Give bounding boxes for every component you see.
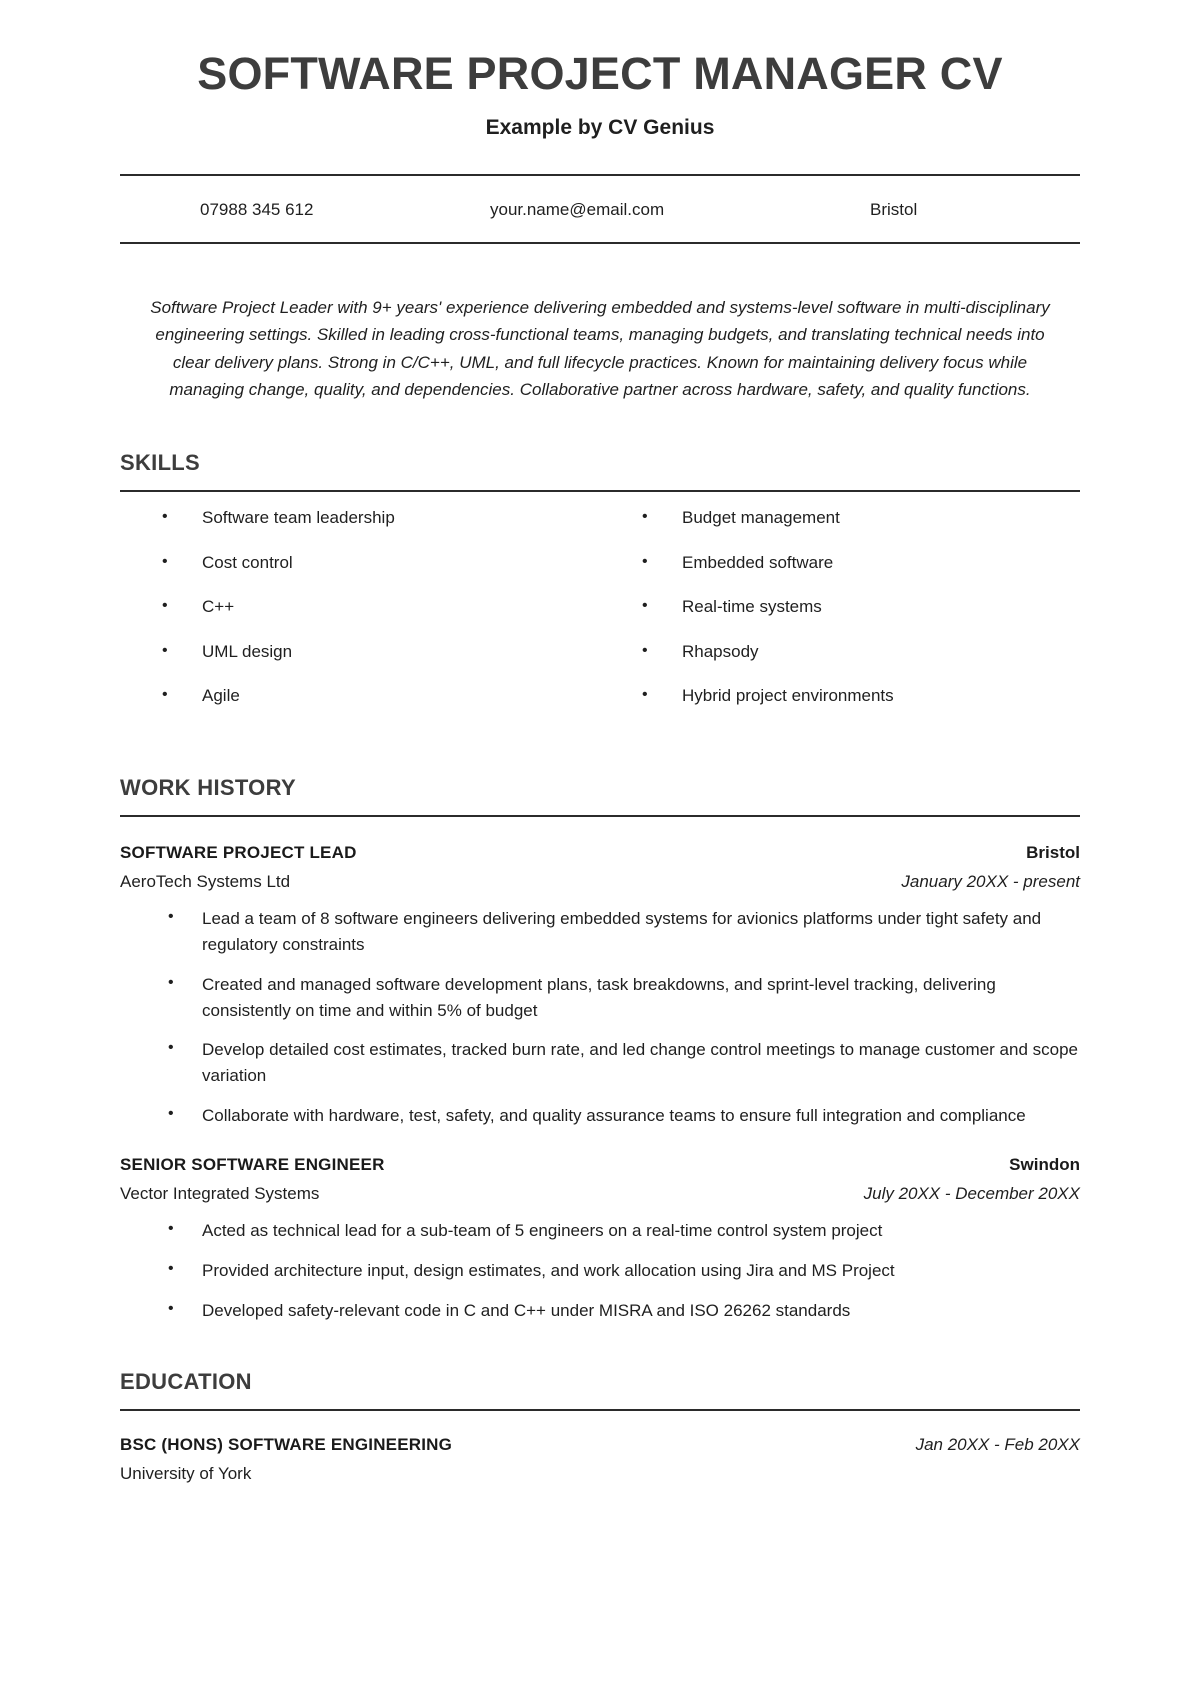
list-item: • C++ xyxy=(160,595,600,620)
job-header-row xyxy=(120,843,1080,863)
list-item: • Collaborate with hardware, test, safety, and quality assurance teams to ensure full integration and compliance xyxy=(168,1103,1080,1129)
job-dates: January 20XX - present xyxy=(901,872,1080,892)
cv-content xyxy=(120,0,1080,1484)
job-meta-row xyxy=(120,1184,1080,1204)
list-item: • Rhapsody xyxy=(640,640,1080,665)
skills-column-left xyxy=(120,506,600,729)
professional-summary: Software Project Leader with 9+ years' experience delivering embedded and systems-level software in multi-disciplinary engineering settings. Skilled in leading cross-functional teams, managing budgets, and translating technical needs into clear delivery plans. Strong in C/C++, UML, and full lifecycle practices. Known for maintaining delivery focus while managing change, quality, and dependencies. Collaborative partner across hardware, safety, and quality functions. xyxy=(150,297,1050,400)
header-divider-bottom xyxy=(120,242,1080,244)
list-item: • Acted as technical lead for a sub-team of 5 engineers on a real-time control system project xyxy=(168,1218,1080,1244)
list-item: • Developed safety-relevant code in C and C++ under MISRA and ISO 26262 standards xyxy=(168,1298,1080,1324)
list-item: • Cost control xyxy=(160,551,600,576)
job-bullet-list xyxy=(120,906,1080,1129)
list-item: • Created and managed software development plans, task breakdowns, and sprint-level tracking, delivering consistently on time and within 5% of budget xyxy=(168,972,1080,1024)
list-item: • Agile xyxy=(160,684,600,709)
list-item: • Embedded software xyxy=(640,551,1080,576)
education-header-row xyxy=(120,1435,1080,1455)
job-entry xyxy=(120,1155,1080,1323)
list-item: • Real-time systems xyxy=(640,595,1080,620)
education-divider xyxy=(120,1409,1080,1411)
skills-heading: SKILLS xyxy=(120,449,201,475)
work-history-section xyxy=(120,775,1080,1323)
skills-section xyxy=(120,450,1080,729)
skills-list-left xyxy=(160,506,600,709)
job-company: Vector Integrated Systems xyxy=(120,1183,320,1203)
job-location: Swindon xyxy=(1009,1154,1080,1174)
contact-row xyxy=(120,176,1080,242)
education-school: University of York xyxy=(120,1464,252,1484)
job-title: SENIOR SOFTWARE ENGINEER xyxy=(120,1154,385,1174)
education-heading: EDUCATION xyxy=(120,1369,252,1395)
page-title: SOFTWARE PROJECT MANAGER CV xyxy=(197,48,1003,99)
job-header-row xyxy=(120,1155,1080,1175)
contact-email: your.name@email.com xyxy=(490,199,665,219)
job-title: SOFTWARE PROJECT LEAD xyxy=(120,843,357,863)
job-location: Bristol xyxy=(1026,843,1080,863)
contact-location: Bristol xyxy=(870,199,918,219)
list-item: • UML design xyxy=(160,640,600,665)
education-entry xyxy=(120,1435,1080,1484)
contact-phone: 07988 345 612 xyxy=(200,199,314,219)
list-item: • Budget management xyxy=(640,506,1080,531)
education-degree: BSC (HONS) SOFTWARE ENGINEERING xyxy=(120,1435,453,1455)
list-item: • Develop detailed cost estimates, tracked burn rate, and led change control meetings to manage customer and scope variation xyxy=(168,1037,1080,1089)
list-item: • Hybrid project environments xyxy=(640,684,1080,709)
education-dates: Jan 20XX - Feb 20XX xyxy=(915,1435,1080,1455)
page-subtitle: Example by CV Genius xyxy=(485,115,715,139)
skills-list-right xyxy=(640,506,1080,709)
education-section xyxy=(120,1369,1080,1484)
list-item: • Software team leadership xyxy=(160,506,600,531)
job-entry xyxy=(120,843,1080,1129)
job-meta-row xyxy=(120,872,1080,892)
work-history-divider xyxy=(120,815,1080,817)
skills-columns xyxy=(120,492,1080,729)
work-history-heading: WORK HISTORY xyxy=(120,775,296,801)
skills-column-right xyxy=(600,506,1080,729)
job-bullet-list xyxy=(120,1218,1080,1323)
job-company: AeroTech Systems Ltd xyxy=(120,872,291,892)
job-dates: July 20XX - December 20XX xyxy=(863,1183,1080,1203)
list-item: • Lead a team of 8 software engineers delivering embedded systems for avionics platforms under tight safety and regulatory constraints xyxy=(168,906,1080,958)
list-item: • Provided architecture input, design estimates, and work allocation using Jira and MS Project xyxy=(168,1258,1080,1284)
